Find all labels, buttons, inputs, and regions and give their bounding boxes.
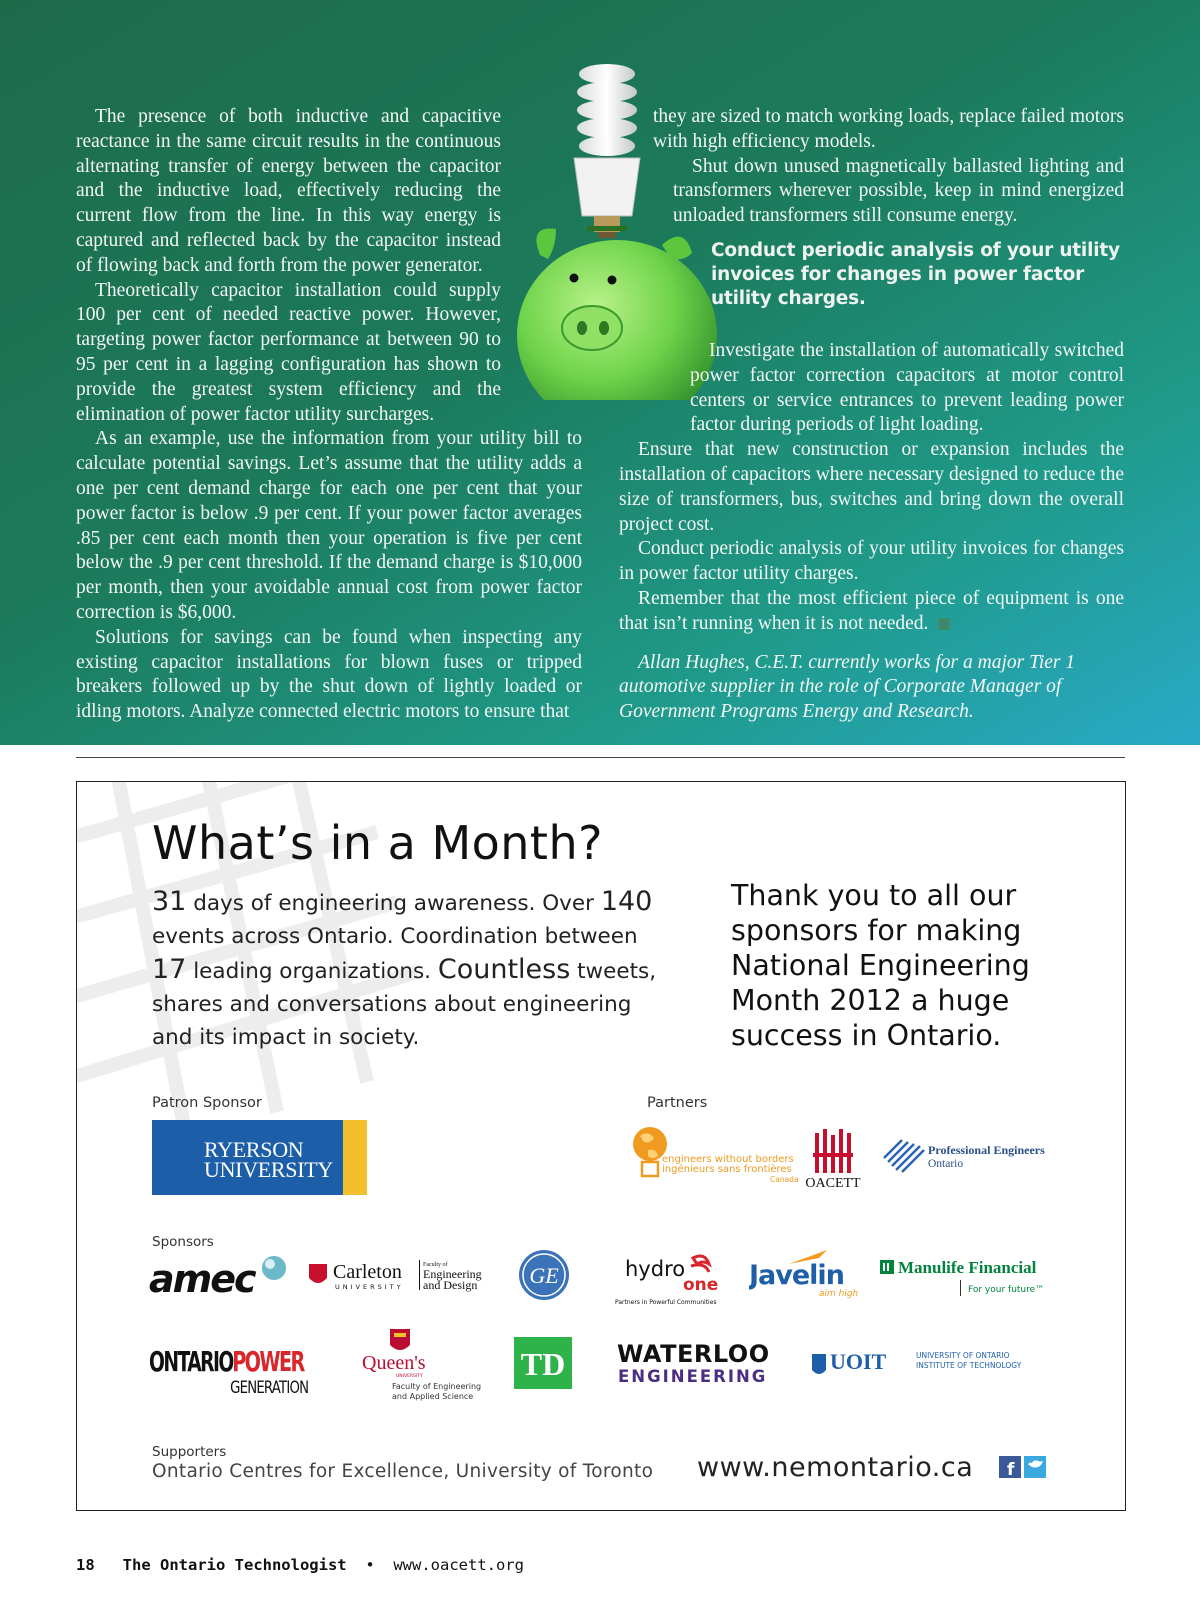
manulife-wordmark: Manulife Financial	[898, 1258, 1037, 1277]
oacett-logo	[803, 1125, 873, 1195]
social-icons	[999, 1455, 1049, 1479]
article-paragraph: As an example, use the information from your utility bill to calculate potential savings. Let’s assume that the utility adds a one per cent demand charge for each one per cent that your power factor is below .9 per cent. If your power factor averages .85 per cent each month then your operation is five per cent below the .9 per cent threshold. If the demand charge is $10,000 per month, then your avoidable annual cost from power factor correction is $6,000.	[76, 428, 582, 623]
ad-title: What’s in a Month?	[152, 816, 604, 870]
manulife-tagline: For your future™	[968, 1285, 1045, 1295]
opg-word-ontario: ONTARIO	[149, 1345, 233, 1379]
article-paragraph	[619, 587, 1124, 637]
ewb-text-country: Canada	[770, 1175, 799, 1184]
facebook-icon[interactable]	[999, 1456, 1021, 1479]
author-byline: Allan Hughes, C.E.T. currently works for a major Tier 1 automotive supplier in the role of Corporate Manager of Government Programs Energy and Research.	[619, 651, 1076, 723]
nem-website-link[interactable]: www.nemontario.ca	[697, 1452, 974, 1483]
peo-province: Ontario	[928, 1158, 964, 1170]
carleton-wordmark: Carleton	[333, 1261, 402, 1283]
thank-you-message: Thank you to all our sponsors for making National Engineering Month 2012 a huge success in Ontario.	[731, 879, 1030, 1052]
oacett-wordmark: OACETT	[805, 1176, 861, 1191]
ad-body-text	[152, 885, 672, 1054]
partners-label: Partners	[647, 1095, 708, 1111]
queens-wordmark: Queen's	[362, 1352, 426, 1374]
uoit-full-name-2: INSTITUTE OF TECHNOLOGY	[916, 1361, 1022, 1370]
footer-url[interactable]: www.oacett.org	[393, 1556, 524, 1574]
ryerson-word: UNIVERSITY	[204, 1157, 333, 1182]
waterloo-logo	[617, 1340, 787, 1388]
article-paragraph: Ensure that new construction or expansion includes the installation of capacitors where necessary designed to reduce the size of transformers, bus, switches and bring down the overall project cost.	[619, 439, 1124, 535]
patron-sponsor-label: Patron Sponsor	[152, 1095, 262, 1111]
hydro-one-logo	[615, 1248, 735, 1306]
one-word: one	[683, 1275, 719, 1295]
peo-logo	[880, 1132, 1070, 1182]
ad-body-emphasis: Countless	[437, 954, 571, 985]
page-number: 18	[76, 1556, 95, 1574]
ryerson-gold-bar	[343, 1120, 367, 1195]
article-paragraph: they are sized to match working loads, replace failed motors with high efficiency models.	[653, 106, 1124, 152]
ewb-text-en: engineers without borders	[662, 1154, 794, 1165]
closing-paragraph-text: Remember that the most efficient piece of equipment is one that isn’t running when it is not needed.	[619, 587, 1124, 634]
ge-monogram: GE	[529, 1263, 559, 1288]
opg-logo	[149, 1339, 319, 1395]
carleton-faculty: Faculty of	[423, 1262, 448, 1268]
article-paragraph: The presence of both inductive and capacitive reactance in the same circuit results in the continuous alternating transfer of energy between the capacitor and the inductive load, effectively reducing the current flow from the line. In this way energy is captured and reflected back by the capacitor instead of flowing back and forth from the power generator.	[76, 106, 501, 276]
ryerson-logo	[152, 1120, 367, 1195]
queens-logo	[352, 1327, 482, 1407]
uoit-full-name: UNIVERSITY OF ONTARIO	[916, 1351, 1010, 1360]
carleton-sub: UNIVERSITY	[335, 1283, 404, 1291]
td-logo	[514, 1337, 572, 1389]
ad-body-fragment: days of engineering awareness. Over	[186, 891, 601, 916]
article-paragraph: Conduct periodic analysis of your utility invoices for changes in power factor utility charges.	[619, 538, 1124, 585]
carleton-logo	[307, 1256, 507, 1296]
publication-name: The Ontario Technologist	[122, 1556, 347, 1574]
uoit-logo	[810, 1344, 1040, 1384]
ad-body-fragment: tweets, shares and conversations about engineering and its impact in society.	[152, 959, 657, 1050]
engineering-word: ENGINEERING	[618, 1367, 768, 1386]
page-footer	[76, 1556, 524, 1574]
javelin-wordmark: Javelin	[749, 1260, 844, 1291]
amec-logo	[149, 1252, 294, 1302]
ad-body-fragment: leading organizations.	[186, 959, 438, 984]
uoit-wordmark: UOIT	[830, 1349, 887, 1374]
ad-body-fragment: events across Ontario. Coordination between	[152, 924, 638, 949]
supporters-label: Supporters	[152, 1444, 227, 1460]
end-mark-icon	[938, 618, 950, 630]
article-paragraph: Investigate the installation of automatically switched power factor correction capacitors at motor control centers or service entrances to prevent leading power factor during periods of light loading.	[690, 339, 1124, 436]
footer-separator: •	[365, 1556, 375, 1574]
stat-organizations: 17	[152, 954, 187, 985]
stat-events: 140	[600, 886, 653, 917]
ryerson-word: RYERSON	[204, 1137, 304, 1162]
pull-quote: Conduct periodic analysis of your utility invoices for changes in power factor utility charges.	[711, 239, 1120, 309]
carleton-design: and Design	[423, 1278, 478, 1292]
javelin-logo	[749, 1246, 859, 1304]
ryerson-wordmark	[204, 1137, 333, 1182]
opg-word-generation: GENERATION	[230, 1377, 309, 1395]
td-monogram: TD	[520, 1346, 566, 1382]
ge-logo	[517, 1248, 571, 1302]
article-right-column	[619, 105, 1124, 725]
manulife-logo	[880, 1254, 1060, 1304]
waterloo-word: WATERLOO	[617, 1340, 770, 1368]
hydro-word: hydro	[625, 1257, 686, 1281]
queens-faculty-sub: and Applied Science	[392, 1392, 474, 1401]
stat-days: 31	[152, 886, 187, 917]
carleton-eng: Engineering	[423, 1267, 482, 1281]
article-paragraph: Shut down unused magnetically ballasted lighting and transformers wherever possible, keep in mind energized unloaded transformers still consume energy.	[673, 155, 1124, 227]
svg-text:f: f	[1007, 1460, 1015, 1479]
article-paragraph: Theoretically capacitor installation could supply 100 per cent of needed reactive power. However, targeting power factor performance at between 90 to 95 per cent in a lagging configuration has shown to provide the greatest system efficiency and the elimination of power factor utility surcharges.	[76, 279, 501, 425]
twitter-icon[interactable]	[1024, 1456, 1046, 1478]
javelin-tagline: aim high	[819, 1289, 859, 1299]
peo-wordmark: Professional Engineers	[928, 1143, 1045, 1157]
queens-sub: UNIVERSITY	[396, 1374, 423, 1379]
sponsors-label: Sponsors	[152, 1234, 214, 1250]
nem-advertisement	[76, 781, 1126, 1511]
ewb-text-fr: ingénieurs sans frontières	[662, 1164, 792, 1175]
supporters-list: Ontario Centres for Excellence, University of Toronto	[152, 1461, 654, 1482]
opg-word-power: POWER	[232, 1345, 304, 1379]
divider-rule	[76, 757, 1125, 758]
amec-wordmark: amec	[149, 1257, 255, 1301]
hydro-tagline: Partners in Powerful Communities	[615, 1299, 717, 1306]
ewb-logo	[630, 1122, 810, 1194]
queens-faculty: Faculty of Engineering	[392, 1382, 482, 1391]
article-paragraph: Solutions for savings can be found when inspecting any existing capacitor installations for blown fuses or tripped breakers followed up by the shut down of lightly loaded or idling motors. Analyze connected electric motors to ensure that	[76, 626, 582, 723]
article-section	[0, 0, 1200, 745]
article-left-column	[76, 105, 582, 725]
